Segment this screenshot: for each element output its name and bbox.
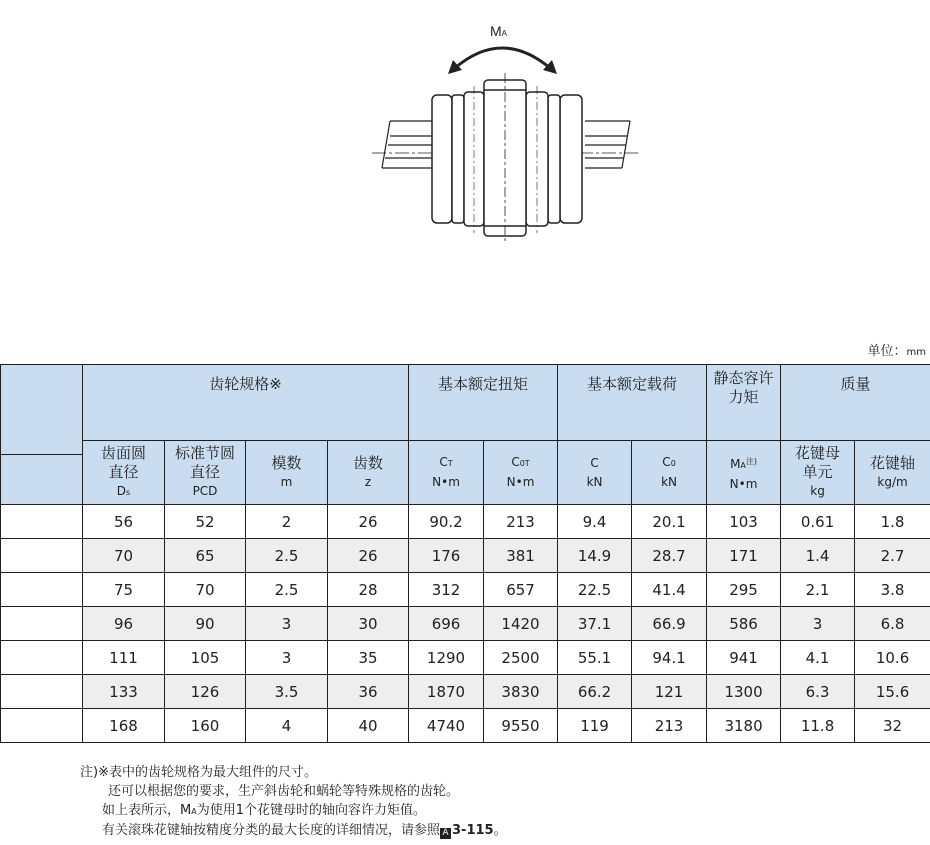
header-mass: 质量: [781, 365, 930, 441]
cell-ct: 1290: [409, 641, 484, 675]
cell-ds: 56: [83, 505, 165, 539]
model-cell: [1, 607, 83, 641]
cell-ct: 90.2: [409, 505, 484, 539]
cell-ct: 176: [409, 539, 484, 573]
cell-c: 66.2: [558, 675, 632, 709]
table-row: [1, 607, 930, 641]
cell-c: 55.1: [558, 641, 632, 675]
note-line-3: 如上表所示，MA为使用1个花键母时的轴向容许力矩值。: [102, 803, 426, 818]
right-flange: [526, 92, 582, 226]
cell-nut-mass: 2.1: [781, 573, 855, 607]
cell-nut-mass: 3: [781, 607, 855, 641]
cell-ds: 96: [83, 607, 165, 641]
cell-nut-mass: 4.1: [781, 641, 855, 675]
col-c0: C0 kN: [632, 441, 707, 505]
moment-label: MA: [490, 23, 508, 39]
col-shaft-mass: 花键轴 kg/m: [855, 441, 930, 505]
left-shaft: [382, 121, 432, 168]
col-module: 模数 m: [246, 441, 328, 505]
header-rated-torque: 基本额定扭矩: [409, 365, 558, 441]
cell-module: 4: [246, 709, 328, 743]
cell-shaft-mass: 15.6: [855, 675, 930, 709]
cell-cot: 9550: [484, 709, 558, 743]
moment-arrowhead-right: [543, 60, 557, 74]
cell-module: 3: [246, 607, 328, 641]
col-cot: C0T N•m: [484, 441, 558, 505]
model-cell: [1, 539, 83, 573]
page-ref-icon: A: [440, 828, 451, 839]
cell-teeth: 36: [328, 675, 409, 709]
model-cell: [1, 573, 83, 607]
table-row: [1, 675, 930, 709]
cell-pcd: 126: [165, 675, 246, 709]
cell-module: 2: [246, 505, 328, 539]
notes: [80, 763, 507, 840]
cell-pcd: 70: [165, 573, 246, 607]
cell-cot: 2500: [484, 641, 558, 675]
cell-teeth: 35: [328, 641, 409, 675]
cell-c0: 94.1: [632, 641, 707, 675]
spec-table: [0, 364, 930, 743]
col-nut-mass: 花键母 单元 kg: [781, 441, 855, 505]
cell-nut-mass: 0.61: [781, 505, 855, 539]
note-line-2: 还可以根据您的要求，生产斜齿轮和蜗轮等特殊规格的齿轮。: [108, 784, 460, 799]
cell-pcd: 90: [165, 607, 246, 641]
model-cell: [1, 641, 83, 675]
note-line-1: 注)※表中的齿轮规格为最大组件的尺寸。: [80, 765, 317, 780]
cell-c: 14.9: [558, 539, 632, 573]
cell-teeth: 40: [328, 709, 409, 743]
cell-c0: 121: [632, 675, 707, 709]
cell-nut-mass: 11.8: [781, 709, 855, 743]
cell-teeth: 26: [328, 505, 409, 539]
cell-ct: 312: [409, 573, 484, 607]
cell-shaft-mass: 10.6: [855, 641, 930, 675]
cell-ct: 1870: [409, 675, 484, 709]
cell-nut-mass: 1.4: [781, 539, 855, 573]
table-row: [1, 573, 930, 607]
cell-c0: 66.9: [632, 607, 707, 641]
cell-shaft-mass: 2.7: [855, 539, 930, 573]
cell-ds: 111: [83, 641, 165, 675]
cell-ds: 75: [83, 573, 165, 607]
cell-ma: 1300: [707, 675, 781, 709]
cell-pcd: 65: [165, 539, 246, 573]
cell-module: 2.5: [246, 539, 328, 573]
cell-c0: 213: [632, 709, 707, 743]
cell-ct: 4740: [409, 709, 484, 743]
cell-ma: 586: [707, 607, 781, 641]
cell-cot: 3830: [484, 675, 558, 709]
cell-ds: 133: [83, 675, 165, 709]
header-gear-spec: 齿轮规格※: [83, 365, 409, 441]
table-row: [1, 709, 930, 743]
cell-ma: 103: [707, 505, 781, 539]
cell-cot: 381: [484, 539, 558, 573]
cell-teeth: 28: [328, 573, 409, 607]
col-pitch-diameter: 标准节圆 直径 PCD: [165, 441, 246, 505]
cell-cot: 213: [484, 505, 558, 539]
cell-pcd: 160: [165, 709, 246, 743]
cell-nut-mass: 6.3: [781, 675, 855, 709]
cell-shaft-mass: 6.8: [855, 607, 930, 641]
left-flange: [432, 92, 484, 226]
col-c: C kN: [558, 441, 632, 505]
right-shaft: [585, 121, 630, 168]
table-row: [1, 641, 930, 675]
gear-spline-diagram: [360, 18, 640, 243]
cell-ct: 696: [409, 607, 484, 641]
model-cell: [1, 709, 83, 743]
col-teeth-count: 齿数 z: [328, 441, 409, 505]
header-model-blank: [1, 365, 83, 505]
header-static-moment: 静态容许 力矩: [707, 365, 781, 441]
cell-c0: 20.1: [632, 505, 707, 539]
cell-module: 3.5: [246, 675, 328, 709]
cell-ma: 3180: [707, 709, 781, 743]
note-line-4: 有关滚珠花键轴按精度分类的最大长度的详细情况，请参照 A 3-115。: [102, 823, 507, 838]
cell-c0: 41.4: [632, 573, 707, 607]
cell-module: 3: [246, 641, 328, 675]
moment-arrowhead-left: [448, 60, 462, 74]
header-rated-load: 基本额定载荷: [558, 365, 707, 441]
cell-ma: 171: [707, 539, 781, 573]
moment-arrow-arc: [455, 48, 550, 68]
cell-shaft-mass: 3.8: [855, 573, 930, 607]
cell-cot: 657: [484, 573, 558, 607]
cell-cot: 1420: [484, 607, 558, 641]
cell-ds: 70: [83, 539, 165, 573]
table-row: [1, 539, 930, 573]
cell-c: 37.1: [558, 607, 632, 641]
cell-ma: 295: [707, 573, 781, 607]
model-cell: [1, 505, 83, 539]
cell-ma: 941: [707, 641, 781, 675]
model-cell: [1, 675, 83, 709]
cell-module: 2.5: [246, 573, 328, 607]
col-ma: $MA^{注)}$ N•m: [707, 441, 781, 505]
cell-pcd: 105: [165, 641, 246, 675]
col-tooth-surface-diameter: 齿面圆 直径 Ds: [83, 441, 165, 505]
cell-teeth: 26: [328, 539, 409, 573]
page-ref-link[interactable]: 3-115: [452, 823, 494, 838]
unit-label: 单位：mm: [867, 344, 926, 359]
cell-teeth: 30: [328, 607, 409, 641]
cell-c: 119: [558, 709, 632, 743]
cell-shaft-mass: 32: [855, 709, 930, 743]
col-ct: CT N•m: [409, 441, 484, 505]
cell-shaft-mass: 1.8: [855, 505, 930, 539]
cell-c0: 28.7: [632, 539, 707, 573]
table-body: [1, 505, 930, 743]
cell-ds: 168: [83, 709, 165, 743]
table-row: [1, 505, 930, 539]
cell-c: 22.5: [558, 573, 632, 607]
cell-c: 9.4: [558, 505, 632, 539]
cell-pcd: 52: [165, 505, 246, 539]
